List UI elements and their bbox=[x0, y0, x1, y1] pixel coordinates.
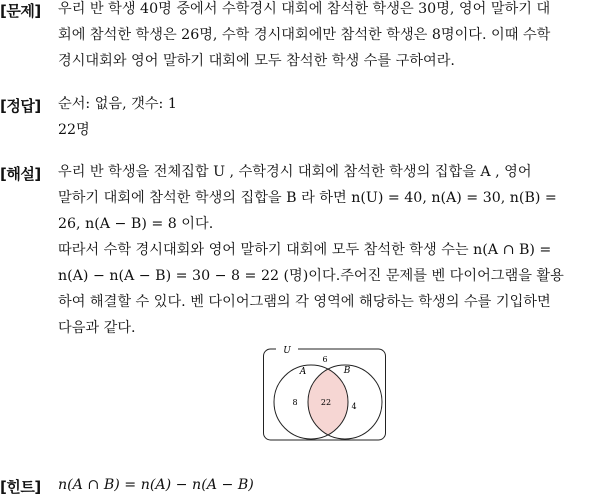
set-a-label: A bbox=[299, 367, 307, 377]
set-b-label: B bbox=[343, 366, 351, 376]
explanation-line: 우리 반 학생을 전체집합 U , 수학경시 대회에 참석한 학생의 집합을 A , 영어 bbox=[58, 164, 532, 180]
answer-tag: [정답] bbox=[0, 97, 41, 115]
venn-diagram bbox=[262, 346, 388, 442]
outside-value: 6 bbox=[322, 355, 328, 364]
answer-line: 순서: 없음, 갯수: 1 bbox=[58, 96, 177, 112]
hint-text bbox=[58, 472, 592, 498]
explanation-line: 다음과 같다. bbox=[58, 320, 136, 336]
problem-line: 우리 반 학생 40명 중에서 수학경시 대회에 참석한 학생은 30명, 영어 말하기 대 bbox=[58, 1, 551, 17]
hint-tag: [힌트] bbox=[0, 478, 41, 496]
b-only-value: 4 bbox=[351, 402, 357, 411]
problem-line: 경시대회와 영어 말하기 대회에 모두 참석한 학생 수를 구하여라. bbox=[58, 53, 455, 69]
explanation-text bbox=[58, 159, 592, 341]
intersection-value: 22 bbox=[320, 398, 332, 407]
explanation-line: n(A) − n(A − B) = 30 − 8 = 22 (명)이다.주어진 문제를 벤 다이어그램을 활용 bbox=[58, 268, 564, 284]
explanation-line: 26, n(A − B) = 8 이다. bbox=[58, 216, 214, 232]
hint-formula: n(A ∩ B) = n(A) − n(A − B) bbox=[58, 477, 254, 493]
explanation-line: 따라서 수학 경시대회와 영어 말하기 대회에 모두 참석한 학생 수는 n(A ∩ B) = bbox=[58, 242, 552, 258]
explanation-tag: [해설] bbox=[0, 165, 41, 183]
answer-text bbox=[58, 91, 592, 143]
a-only-value: 8 bbox=[292, 398, 298, 407]
problem-tag: [문제] bbox=[0, 2, 41, 20]
problem-text bbox=[58, 0, 592, 74]
universe-label: U bbox=[283, 346, 291, 356]
explanation-line: 하여 해결할 수 있다. 벤 다이어그램의 각 영역에 해당하는 학생의 수를 기입하면 bbox=[58, 294, 551, 310]
answer-line: 22명 bbox=[58, 122, 90, 138]
explanation-line: 말하기 대회에 참석한 학생의 집합을 B 라 하면 n(U) = 40, n(A) = 30, n(B) = bbox=[58, 190, 557, 206]
problem-line: 회에 참석한 학생은 26명, 수학 경시대회에만 참석한 학생은 8명이다. 이때 수학 bbox=[58, 27, 551, 43]
